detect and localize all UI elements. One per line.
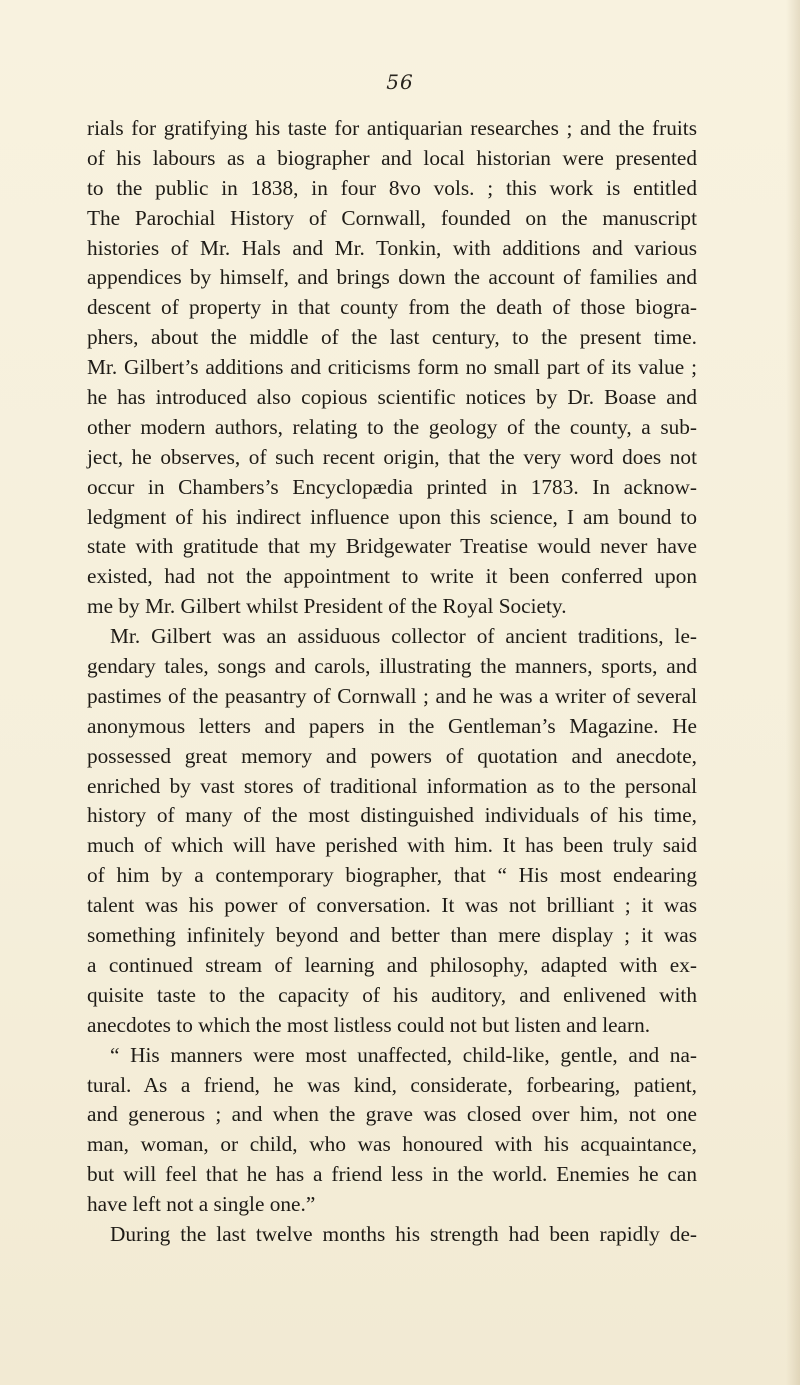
text-line: existed, had not the appointment to write it been conferred upon — [87, 564, 697, 589]
page-number: 56 — [386, 70, 414, 94]
text-line: man, woman, or child, who was honoured with his acquaintance, — [87, 1132, 697, 1157]
text-line: The Parochial History of Cornwall, founded on the manuscript — [87, 205, 697, 230]
text-line: and generous ; and when the grave was closed over him, not one — [87, 1102, 697, 1127]
text-line: something infinitely beyond and better than mere display ; it was — [87, 923, 697, 948]
text-line-paragraph-start: “ His manners were most unaffected, child-like, gentle, and na- — [110, 1042, 697, 1067]
text-line: descent of property in that county from the death of those biogra- — [87, 295, 697, 320]
text-line: anonymous letters and papers in the Gentleman’s Magazine. He — [87, 713, 697, 738]
text-line: occur in Chambers’s Encyclopædia printed in 1783. In acknow- — [87, 474, 697, 499]
text-line: gendary tales, songs and carols, illustrating the manners, sports, and — [87, 654, 697, 679]
text-line: of him by a contemporary biographer, that “ His most endearing — [87, 863, 697, 888]
text-line: to the public in 1838, in four 8vo vols. ; this work is entitled — [87, 175, 697, 200]
text-line: ject, he observes, of such recent origin, that the very word does not — [87, 444, 697, 469]
text-line: history of many of the most distinguished individuals of his time, — [87, 803, 697, 828]
text-line-paragraph-end: anecdotes to which the most listless could not but listen and learn. — [87, 1012, 651, 1037]
text-line: enriched by vast stores of traditional information as to the personal — [87, 773, 697, 798]
page-edge-shadow — [786, 0, 800, 1385]
text-line: phers, about the middle of the last century, to the present time. — [87, 325, 697, 350]
text-line: state with gratitude that my Bridgewater Treatise would never have — [87, 534, 697, 559]
text-line: pastimes of the peasantry of Cornwall ; and he was a writer of several — [87, 683, 697, 708]
text-line: quisite taste to the capacity of his auditory, and enlivened with — [87, 982, 697, 1007]
text-line: much of which will have perished with him. It has been truly said — [87, 833, 697, 858]
text-line: rials for gratifying his taste for antiquarian researches ; and the fruits — [87, 116, 697, 140]
text-line: a continued stream of learning and philosophy, adapted with ex- — [87, 952, 697, 977]
text-line-paragraph-start: During the last twelve months his strength had been rapidly de- — [110, 1221, 697, 1246]
text-line: ledgment of his indirect influence upon this science, I am bound to — [87, 504, 697, 529]
text-line: talent was his power of conversation. It was not brilliant ; it was — [87, 893, 697, 918]
text-line-paragraph-start: Mr. Gilbert was an assiduous collector of ancient traditions, le- — [110, 624, 697, 649]
text-line: histories of Mr. Hals and Mr. Tonkin, with additions and various — [87, 235, 697, 260]
text-line-paragraph-end: have left not a single one.” — [87, 1192, 316, 1217]
text-line: other modern authors, relating to the geology of the county, a sub- — [87, 414, 697, 439]
text-line: of his labours as a biographer and local historian were presented — [87, 145, 697, 170]
text-line: tural. As a friend, he was kind, considerate, forbearing, patient, — [87, 1072, 697, 1097]
text-line: possessed great memory and powers of quotation and anecdote, — [87, 743, 697, 768]
text-line: he has introduced also copious scientific notices by Dr. Boase and — [87, 385, 697, 410]
text-line-paragraph-end: me by Mr. Gilbert whilst President of the Royal Society. — [87, 594, 567, 619]
text-line: but will feel that he has a friend less in the world. Enemies he can — [87, 1162, 697, 1187]
text-line: Mr. Gilbert’s additions and criticisms form no small part of its value ; — [87, 355, 697, 380]
body-text — [87, 114, 697, 1250]
text-line: appendices by himself, and brings down the account of families and — [87, 265, 697, 290]
